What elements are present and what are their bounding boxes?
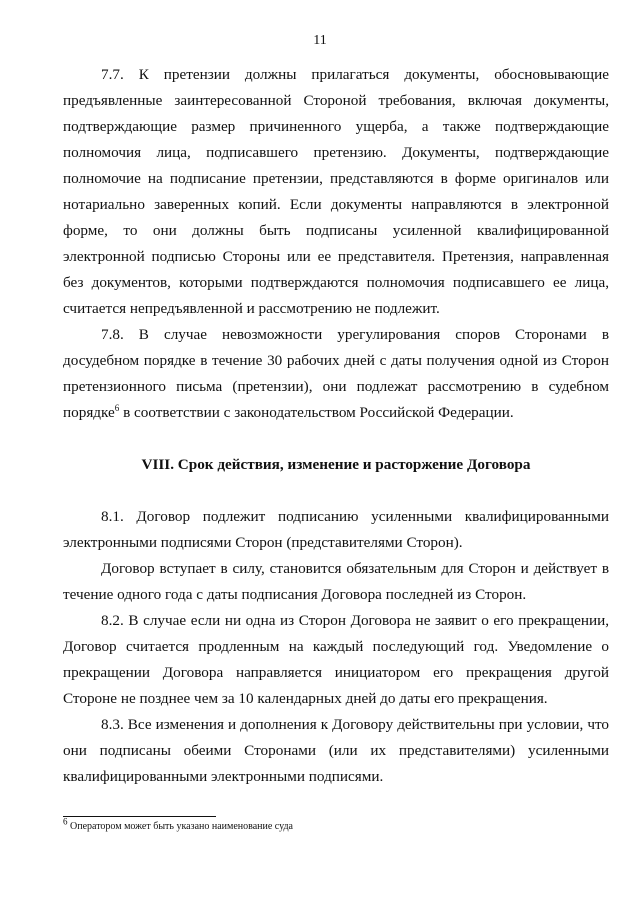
- paragraph-7-7: 7.7. К претензии должны прилагаться документы, обосновывающие предъявленные заинтересованной Стороной требования, включая документы, подтверждающие размер причиненного ущерба, а также подтверждающие полномочия лица, подписавшего претензию. Документы, подтверждающие полномочие на подписание претензии, представляются в форме оригиналов или нотариально заверенных копий. Если документы направляются в электронной форме, то они должны быть подписаны усиленной квалифицированной электронной подписью Стороны или ее представителя. Претензия, направленная без документов, которыми подтверждаются полномочия подписавшего ее лица, считается непредъявленной и рассмотрению не подлежит.: [63, 66, 609, 317]
- paragraph-8-1-continued: Договор вступает в силу, становится обязательным для Сторон и действует в течение одного года с даты подписания Договора последней из Сторон.: [63, 560, 609, 603]
- spacer: [63, 426, 609, 452]
- section-title: VIII. Срок действия, изменение и расторжение Договора: [141, 456, 531, 473]
- document-body: [63, 62, 609, 790]
- footnote-marker: 6: [63, 816, 68, 827]
- spacer: [63, 478, 609, 504]
- footnote: [63, 816, 609, 833]
- paragraph-8-1: 8.1. Договор подлежит подписанию усиленными квалифицированными электронными подписями Сторон (представителями Сторон).: [63, 508, 609, 551]
- footnote-reference: 6: [114, 402, 120, 413]
- paragraph-7-8-text-end: в соответствии с законодательством Российской Федерации.: [119, 404, 514, 421]
- page-number: 11: [313, 33, 327, 48]
- footnote-text: Оператором может быть указано наименование суда: [67, 821, 293, 832]
- paragraph-8-3: 8.3. Все изменения и дополнения к Договору действительны при условии, что они подписаны обеими Сторонами (или их представителями) усиленными квалифицированными электронными подписями.: [63, 716, 609, 785]
- paragraph-7-8-text: 7.8. В случае невозможности урегулирования споров Сторонами в досудебном порядке в течение 30 рабочих дней с даты получения одной из Сторон претензионного письма (претензии), они подлежат рассмотрению в судебном порядке: [63, 326, 609, 421]
- paragraph-7-8: [63, 322, 609, 426]
- footnote-separator: [63, 816, 216, 817]
- paragraph-8-2: 8.2. В случае если ни одна из Сторон Договора не заявит о его прекращении, Договор считается продленным на каждый последующий год. Уведомление о прекращении Договора направляется инициатором его прекращения другой Стороне не позднее чем за 10 календарных дней до даты его прекращения.: [63, 612, 609, 707]
